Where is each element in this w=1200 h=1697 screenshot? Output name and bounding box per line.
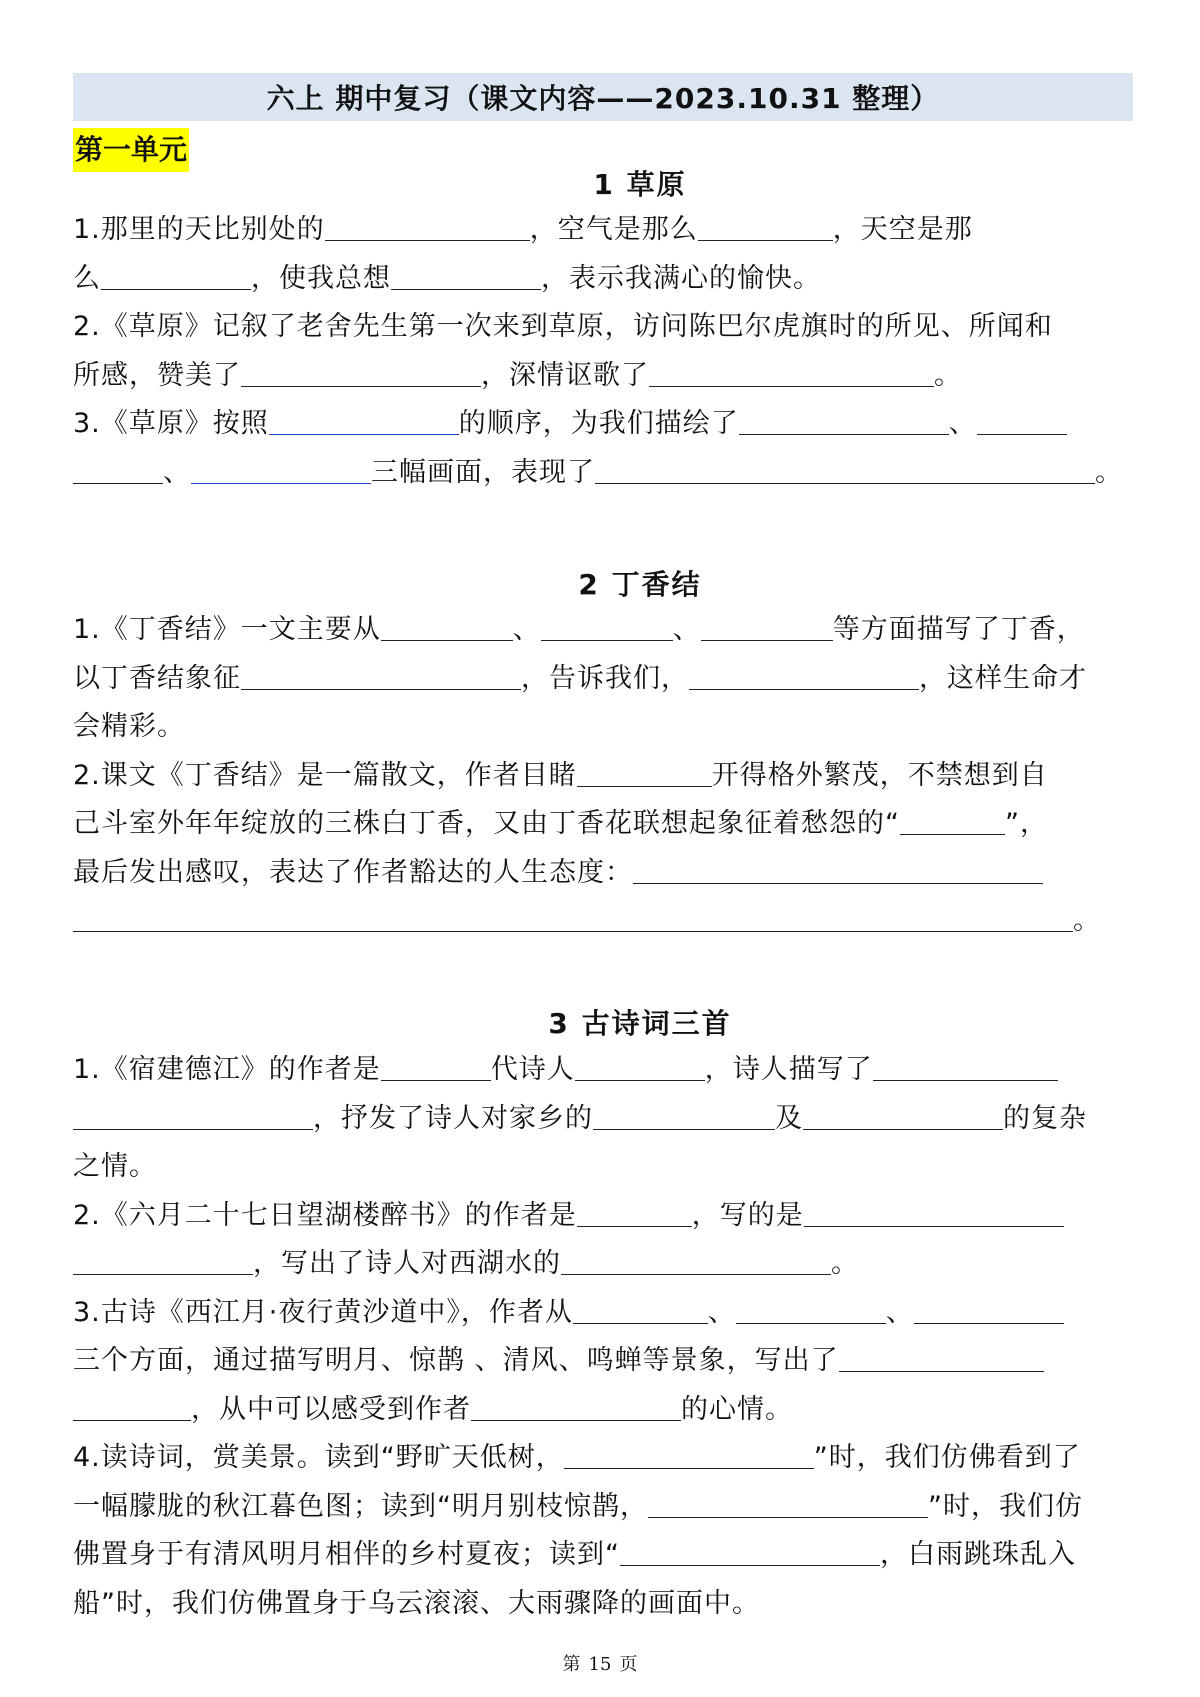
answer-blank[interactable] bbox=[577, 1225, 692, 1227]
q-line: 1.那里的天比别处的 ，空气是那么 ，天空是那 bbox=[73, 214, 973, 245]
q-line: 。 bbox=[73, 897, 1133, 946]
page-number: 第 15 页 bbox=[562, 1654, 638, 1675]
lesson-2-title: 2 丁香结 bbox=[578, 568, 702, 601]
lesson-2-questions bbox=[73, 606, 1133, 946]
unit-heading: 第一单元 bbox=[73, 128, 189, 172]
answer-blank[interactable] bbox=[620, 1564, 880, 1566]
answer-blank[interactable] bbox=[73, 1273, 253, 1275]
answer-blank[interactable] bbox=[73, 1128, 313, 1130]
answer-blank[interactable] bbox=[633, 882, 1043, 884]
answer-blank[interactable] bbox=[561, 1273, 831, 1275]
q-line: 4.读诗词，赏美景。读到“野旷天低树， ”时，我们仿佛看到了 bbox=[73, 1442, 1081, 1473]
q-line: 会精彩。 bbox=[73, 711, 185, 742]
q-line: ，抒发了诗人对家乡的 及 的复杂 bbox=[73, 1095, 1133, 1144]
q-line: ，从中可以感受到作者 的心情。 bbox=[73, 1386, 1133, 1435]
lesson-3-title: 3 古诗词三首 bbox=[548, 1007, 732, 1040]
page-title: 六上 期中复习（课文内容——2023.10.31 整理） bbox=[73, 73, 1133, 121]
answer-blank[interactable] bbox=[839, 1370, 1044, 1372]
answer-blank[interactable] bbox=[391, 288, 541, 290]
answer-blank[interactable] bbox=[73, 482, 163, 484]
answer-blank[interactable] bbox=[325, 239, 530, 241]
q-line: 么 ，使我总想 ，表示我满心的愉快。 bbox=[73, 262, 821, 294]
q-line: 、 三幅画面，表现了 。 bbox=[73, 449, 1133, 498]
q-line: 以丁香结象征 ，告诉我们， ，这样生命才 bbox=[73, 662, 1087, 694]
answer-blank[interactable] bbox=[914, 1322, 1064, 1324]
q-line: 之情。 bbox=[73, 1151, 157, 1182]
q-line: 2.《六月二十七日望湖楼醉书》的作者是 ，写的是 bbox=[73, 1192, 1133, 1241]
lesson-3-questions bbox=[73, 1046, 1133, 1628]
answer-blank[interactable] bbox=[577, 785, 712, 787]
q-line: 2.《草原》记叙了老舍先生第一次来到草原，访问陈巴尔虎旗时的所见、所闻和 bbox=[73, 311, 1053, 342]
answer-blank[interactable] bbox=[564, 1467, 814, 1469]
answer-blank[interactable] bbox=[269, 433, 459, 435]
answer-blank[interactable] bbox=[900, 833, 1005, 835]
answer-blank[interactable] bbox=[648, 1516, 928, 1518]
answer-blank[interactable] bbox=[873, 1079, 1058, 1081]
q-line: 己斗室外年年绽放的三株白丁香，又由丁香花联想起象征着愁怨的“ ”， bbox=[73, 808, 1048, 839]
answer-blank[interactable] bbox=[241, 385, 481, 387]
answer-blank[interactable] bbox=[575, 1079, 705, 1081]
answer-blank[interactable] bbox=[73, 1419, 191, 1421]
q-line: 2.课文《丁香结》是一篇散文，作者目睹 开得格外繁茂，不禁想到自 bbox=[73, 759, 1048, 791]
lesson-1-questions bbox=[73, 206, 1133, 497]
q-line: 佛置身于有清风明月相伴的乡村夏夜；读到“ ，白雨跳珠乱入 bbox=[73, 1539, 1076, 1570]
answer-blank[interactable] bbox=[593, 1128, 775, 1130]
q-line: 3.古诗《西江月·夜行黄沙道中》，作者从 、 、 bbox=[73, 1289, 1133, 1338]
q-line: 1.《丁香结》一文主要从 、 、 等方面描写了丁香， bbox=[73, 614, 1085, 645]
answer-blank[interactable] bbox=[471, 1419, 681, 1421]
answer-blank[interactable] bbox=[977, 433, 1067, 435]
answer-blank[interactable] bbox=[649, 385, 934, 387]
answer-blank[interactable] bbox=[698, 239, 833, 241]
answer-blank[interactable] bbox=[804, 1225, 1064, 1227]
answer-blank[interactable] bbox=[803, 1128, 1003, 1130]
answer-blank[interactable] bbox=[541, 639, 673, 641]
answer-blank[interactable] bbox=[241, 688, 521, 690]
answer-blank[interactable] bbox=[736, 1322, 886, 1324]
answer-blank[interactable] bbox=[73, 930, 1073, 932]
q-line: ，写出了诗人对西湖水的 。 bbox=[73, 1240, 1133, 1289]
q-line: 船”时，我们仿佛置身于乌云滚滚、大雨骤降的画面中。 bbox=[73, 1587, 760, 1619]
answer-blank[interactable] bbox=[381, 1079, 491, 1081]
q-line: 三个方面，通过描写明月、惊鹊 、清风、鸣蝉等景象，写出了 bbox=[73, 1337, 1133, 1386]
lesson-1-title: 1 草原 bbox=[593, 168, 687, 201]
answer-blank[interactable] bbox=[739, 433, 949, 435]
answer-blank[interactable] bbox=[381, 639, 513, 641]
answer-blank[interactable] bbox=[689, 688, 919, 690]
q-line: 所感，赞美了 ，深情讴歌了 。 bbox=[73, 359, 962, 391]
answer-blank[interactable] bbox=[573, 1322, 708, 1324]
q-line: 最后发出感叹，表达了作者豁达的人生态度： bbox=[73, 849, 1133, 898]
answer-blank[interactable] bbox=[101, 288, 251, 290]
q-line: 3.《草原》按照 的顺序，为我们描绘了 、 bbox=[73, 400, 1133, 449]
q-line: 1.《宿建德江》的作者是 代诗人 ，诗人描写了 bbox=[73, 1046, 1133, 1095]
answer-blank[interactable] bbox=[191, 482, 371, 484]
answer-blank[interactable] bbox=[595, 482, 1095, 484]
q-line: 一幅朦胧的秋江暮色图；读到“明月别枝惊鹊， ”时，我们仿 bbox=[73, 1490, 1083, 1522]
answer-blank[interactable] bbox=[701, 639, 833, 641]
